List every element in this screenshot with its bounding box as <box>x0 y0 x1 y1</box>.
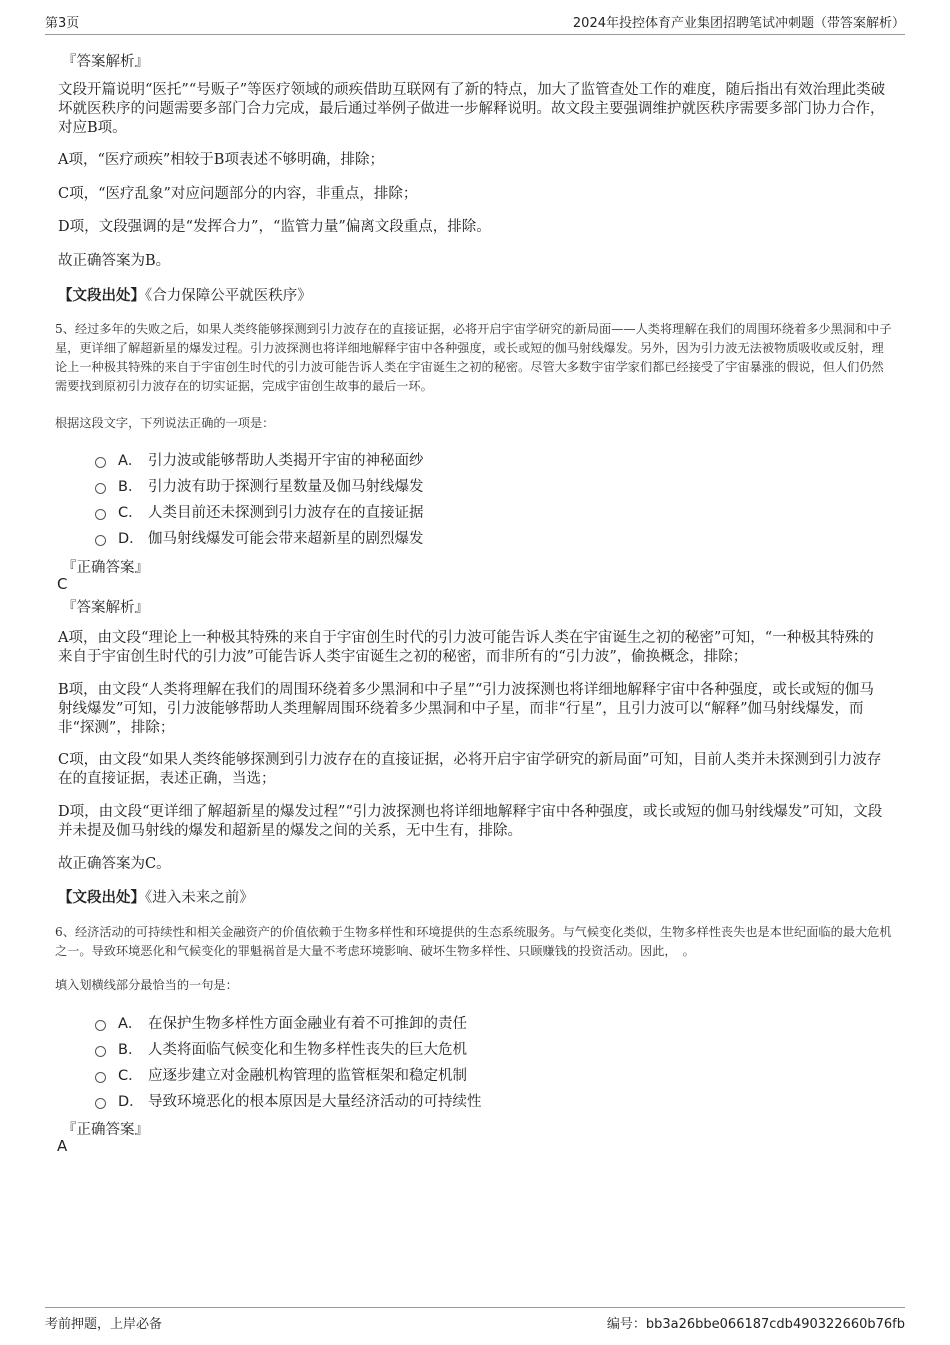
q6-option-a[interactable]: A． 在保护生物多样性方面金融业有着不可推卸的责任 <box>95 1012 467 1033</box>
q6-option-d[interactable]: D． 导致环境恶化的根本原因是大量经济活动的可持续性 <box>95 1090 482 1111</box>
q4-analysis-c: C项，“医疗乱象”对应问题部分的内容，非重点，排除； <box>58 186 418 202</box>
radio-icon[interactable] <box>95 1098 106 1109</box>
q6-stem: 6、经济活动的可持续性和相关金融资产的价值依赖于生物多样性和环境提供的生态系统服务。与气候变化类似，生物多样性丧失也是本世纪面临的最大危机之一。导致环境恶化和气候变化的罪魁祸首是大量不考虑环境影响、破坏生物多样性、只顾赚钱的投资活动。因此， 。 <box>55 925 892 958</box>
q5-stem: 5、经过多年的失败之后，如果人类终能够探测到引力波存在的直接证据，必将开启宇宙学研究的新局面——人类将理解在我们的周围环绕着多少黑洞和中子星，更详细了解超新星的爆发过程。引力波探测也将详细地解释宇宙中各种强度，或长或短的伽马射线爆发。另外，因为引力波无法被物质吸收或反射，理论上一种极其特殊的来自于宇宙创生时代的引力波可能告诉人类在宇宙诞生之初的秘密。尽管大多数宇宙学家们都已经接受了宇宙暴涨的假说，但人们仍然需要找到原初引力波存在的切实证据，完成宇宙创生故事的最后一环。 <box>55 322 892 393</box>
q5-analysis-b: B项，由文段“人类将理解在我们的周围环绕着多少黑洞和中子星”“引力波探测也将详细地解释宇宙中各种强度，或长或短的伽马射线爆发”可知，引力波能够帮助人类理解周围环绕着多少黑洞和中子星，而非“行星”，且引力波可以“解释”伽马射线爆发，而非“探测”，排除； <box>58 682 874 736</box>
q6-prompt: 填入划横线部分最恰当的一句是： <box>55 978 238 992</box>
q4-analysis-a: A项，“医疗顽疾”相较于B项表述不够明确，排除； <box>58 152 384 168</box>
q5-option-d[interactable]: D． 伽马射线爆发可能会带来超新星的剧烈爆发 <box>95 527 424 548</box>
q4-analysis-d: D项，文段强调的是“发挥合力”，“监管力量”偏离文段重点，排除。 <box>58 219 491 235</box>
q5-analysis-c: C项，由文段“如果人类终能够探测到引力波存在的直接证据，必将开启宇宙学研究的新局面”可知，目前人类并未探测到引力波存在的直接证据，表述正确，当选； <box>58 752 882 787</box>
q6-correct-answer: A <box>57 1137 68 1155</box>
q4-analysis-label: 『答案解析』 <box>62 54 149 70</box>
q5-correct-answer: C <box>57 575 68 593</box>
radio-icon[interactable] <box>95 509 106 520</box>
q5-option-a[interactable]: A． 引力波或能够帮助人类揭开宇宙的神秘面纱 <box>95 449 424 470</box>
q6-correct-label: 『正确答案』 <box>62 1122 149 1138</box>
q4-source-label: 【文段出处】 <box>58 287 145 304</box>
q4-analysis-para: 文段开篇说明“医托”“号贩子”等医疗领域的顽疾借助互联网有了新的特点，加大了监管查处工作的难度，随后指出有效治理此类破坏就医秩序的问题需要多部门合力完成，最后通过举例子做进一步解释说明。故文段主要强调维护就医秩序需要多部门协力合作，对应B项。 <box>58 82 886 136</box>
page-footer <box>45 1307 905 1336</box>
q5-analysis-label: 『答案解析』 <box>62 600 149 616</box>
document-title: 2024年投控体育产业集团招聘笔试冲刺题（带答案解析） <box>572 16 905 31</box>
q5-correct-label: 『正确答案』 <box>62 560 149 576</box>
radio-icon[interactable] <box>95 535 106 546</box>
q4-source-title: 《合力保障公平就医秩序》 <box>145 288 312 304</box>
radio-icon[interactable] <box>95 483 106 494</box>
q6-option-b[interactable]: B． 人类将面临气候变化和生物多样性丧失的巨大危机 <box>95 1038 467 1059</box>
page-number: 第3页 <box>45 16 80 31</box>
document-id: 编号：bb3a26bbe066187cdb490322660b76fb <box>606 1316 905 1332</box>
radio-icon[interactable] <box>95 1046 106 1057</box>
radio-icon[interactable] <box>95 1072 106 1083</box>
q5-prompt: 根据这段文字，下列说法正确的一项是： <box>55 416 275 430</box>
page-header <box>45 12 905 35</box>
q5-analysis-a: A项，由文段“理论上一种极其特殊的来自于宇宙创生时代的引力波可能告诉人类在宇宙诞生之初的秘密”可知，“一种极其特殊的来自于宇宙创生时代的引力波”可能告诉人类宇宙诞生之初的秘密，而非所有的“引力波”，偷换概念，排除； <box>58 630 874 665</box>
q5-source <box>58 888 888 908</box>
q6-option-c[interactable]: C． 应逐步建立对金融机构管理的监管框架和稳定机制 <box>95 1064 467 1085</box>
radio-icon[interactable] <box>95 457 106 468</box>
q5-option-b[interactable]: B． 引力波有助于探测行星数量及伽马射线爆发 <box>95 475 424 496</box>
q5-option-c[interactable]: C． 人类目前还未探测到引力波存在的直接证据 <box>95 501 424 522</box>
radio-icon[interactable] <box>95 1020 106 1031</box>
q5-source-label: 【文段出处】 <box>58 889 145 906</box>
footer-slogan: 考前押题，上岸必备 <box>45 1316 163 1332</box>
q4-source <box>58 286 888 306</box>
q5-analysis-d: D项，由文段“更详细了解超新星的爆发过程”“引力波探测也将详细地解释宇宙中各种强度，或长或短的伽马射线爆发”可知，文段并未提及伽马射线的爆发和超新星的爆发之间的关系，无中生有，排除。 <box>58 804 883 839</box>
q5-conclusion: 故正确答案为C。 <box>58 856 171 872</box>
q5-source-title: 《进入未来之前》 <box>145 890 254 906</box>
q4-conclusion: 故正确答案为B。 <box>58 253 171 269</box>
